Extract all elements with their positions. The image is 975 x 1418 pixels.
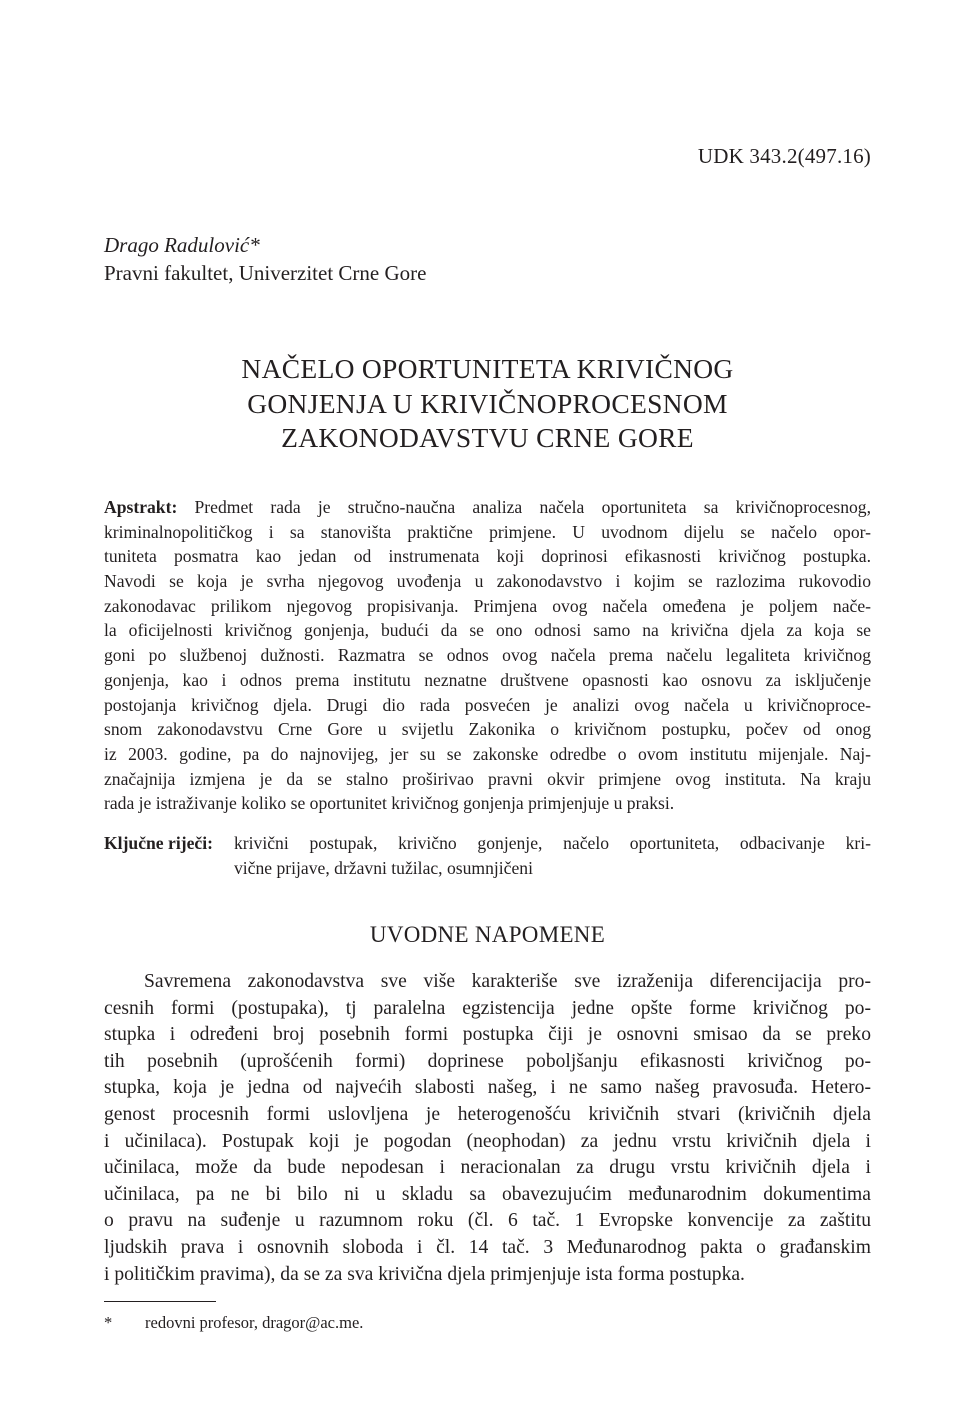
abstract-line: la oficijelnosti krivičnog gonjenja, budući da se ono odnosi samo na krivična djela za koja se <box>104 620 871 641</box>
abstract-line: rada je istraživanje koliko se oportunitet krivičnog gonjenja primjenjuje u praksi. <box>104 793 675 814</box>
abstract-line: goni po službenoj dužnosti. Razmatra se odnos ovog načela prema načelu legaliteta krivičnog <box>104 645 871 666</box>
keywords-list <box>234 831 871 880</box>
abstract-line: gonjenja, kao i odnos prema institutu neznatne društvene opasnosti kao osnovu za isključenje <box>104 669 871 690</box>
author-name: Drago Radulović* <box>104 233 260 257</box>
keywords-label: Ključne riječi: <box>104 833 213 853</box>
body-line: i političkim pravima), da se za sva krivična djela primjenjuje ista forma postupka. <box>104 1263 745 1285</box>
body-line: genost procesnih formi uslovljena je heterogenošću krivičnih stvari (krivičnih djela <box>104 1103 871 1125</box>
body-line: cesnih formi (postupaka), tj paralelna egzistencija jedne opšte forme krivičnog po- <box>104 997 871 1019</box>
udk-classification: UDK 343.2(497.16) <box>697 144 871 168</box>
body-line: tih posebnih (uprošćenih formi) doprinese poboljšanju efikasnosti krivičnog po- <box>104 1050 871 1072</box>
abstract-line: tuniteta posmatra kao jedan od instrumenata koji doprinosi efikasnosti krivičnog postupka. <box>104 546 871 567</box>
paper-title <box>104 352 871 456</box>
body-line: ljudskih prava i osnovnih sloboda i čl. 14 tač. 3 Međunarodnog pakta o građanskim <box>104 1236 871 1258</box>
abstract-line: značajnija izmjena je da se stalno proširivao pravni okvir primjene ovog instituta. Na kraju <box>104 768 871 789</box>
abstract-line: zakonodavac prilikom njegovog propisivanja. Primjena ovog načela omeđena je poljem nače- <box>104 595 871 616</box>
abstract-line: postojanja krivičnog djela. Drugi dio rada posvećen je analizi ovog načela u krivičnoproce- <box>104 694 871 715</box>
footnote-text: redovni profesor, dragor@ac.me. <box>145 1313 364 1332</box>
title-line: ZAKONODAVSTVU CRNE GORE <box>281 422 694 453</box>
abstract <box>104 495 871 816</box>
body-line: stupka i određeni broj posebnih formi postupka čiji je osnovni smisao da se preko <box>104 1024 871 1046</box>
abstract-line: iz 2003. godine, pa do najnovijeg, jer su se zakonske odredbe o ovom institutu mijenjale. Naj- <box>104 743 871 764</box>
author-affiliation: Pravni fakultet, Univerzitet Crne Gore <box>104 261 427 285</box>
section-heading: UVODNE NAPOMENE <box>369 922 606 947</box>
abstract-line: Navodi se koja je svrha njegovog uvođenja u zakonodavstvo i kojim se razlozima rukovodio <box>104 571 871 592</box>
footnote-mark: * <box>104 1313 113 1332</box>
body-line: o pravu na suđenje u razumnom roku (čl. 6 tač. 1 Evropske konvencije za zaštitu <box>104 1210 871 1232</box>
footnote-separator <box>104 1301 216 1302</box>
body-paragraph <box>104 969 871 1288</box>
keywords-line: vične prijave, državni tužilac, osumnjičeni <box>234 857 533 878</box>
keywords-line: krivični postupak, krivično gonjenje, načelo oportuniteta, odbacivanje kri- <box>234 833 871 853</box>
footnote <box>104 1313 363 1333</box>
body-line: učinilaca, pa ne bi bilo ni u skladu sa obavezujućim međunarodnim dokumentima <box>104 1183 871 1205</box>
body-line: i učinilaca). Postupak koji je pogodan (neophodan) za jednu vrstu krivičnih djela i <box>104 1130 871 1152</box>
body-line: učinilaca, može da bude nepodesan i neracionalan za drugu vrstu krivičnih djela i <box>104 1157 871 1179</box>
body-line: Savremena zakonodavstva sve više karakteriše sve izraženija diferencijacija pro- <box>144 971 871 992</box>
abstract-line: snom zakonodavstvu Crne Gore u svijetlu Zakonika o krivičnom postupku, počev od onog <box>104 719 871 740</box>
body-line: stupka, koja je jedna od najvećih slabosti našeg, i ne samo našeg pravosuđa. Hetero- <box>104 1077 871 1099</box>
title-line: NAČELO OPORTUNITETA KRIVIČNOG <box>241 353 734 384</box>
abstract-label: Apstrakt: <box>104 497 178 517</box>
abstract-line: kriminalnopolitičkog i sa stanovišta praktične primjene. U uvodnom dijelu se načelo opor- <box>104 521 871 542</box>
title-line: GONJENJA U KRIVIČNOPROCESNOM <box>247 387 728 419</box>
abstract-line: Apstrakt: Predmet rada je stručno-naučna analiza načela oportuniteta sa krivičnoprocesnog, <box>104 497 871 517</box>
